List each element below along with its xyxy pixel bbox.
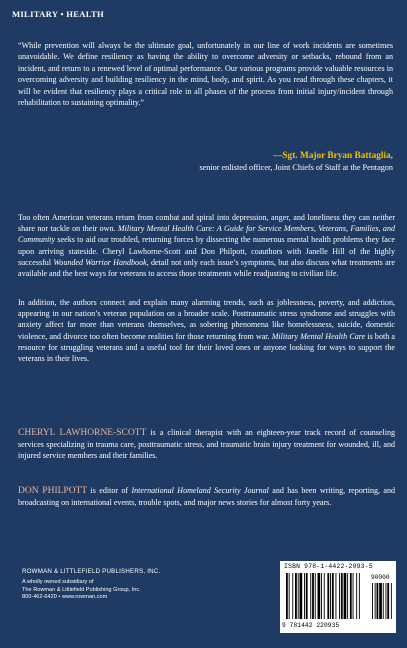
text-run: and has been writing, reporting, and broadcasting on international events, trouble spots, and major news stories for almost forty years. — [18, 486, 395, 508]
text-run: , detail not only each issue’s symptoms, but also discuss what treatments are available and the best ways for veterans to access those treatments while readjusting to civilian life. — [18, 257, 395, 279]
attribution-name: —Sgt. Major Bryan Battaglia, — [273, 151, 393, 161]
publisher-name: ROWMAN & LITTLEFIELD PUBLISHERS, INC. — [22, 568, 161, 575]
barcode-supplement: 90000 — [371, 574, 390, 581]
text-run: seeks to aid our troubled, returning forces by dissecting the numerous mental health problems they face upon arriving stateside. Cheryl Lawhorne-Scott and Don Philpott, coauthors with Janelle Hill of the highly successful — [18, 235, 395, 267]
journal-title: International Homeland Security Journal — [131, 486, 269, 495]
publisher-info — [22, 568, 160, 602]
book-title: Military Mental Health Care: A Guide for Service Members, Veterans, Families, and Community — [18, 224, 395, 245]
quote-attribution — [199, 150, 393, 174]
isbn-barcode — [280, 561, 396, 633]
author-name: CHERYL LAWHORNE-SCOTT — [18, 428, 147, 438]
barcode-digits: 9 781442 220935 — [282, 622, 340, 629]
text-run: is editor of — [87, 486, 132, 495]
author-name: DON PHILPOTT — [18, 486, 88, 496]
author-bio-lawhorne-scott — [18, 427, 395, 462]
description-paragraph-2 — [18, 297, 395, 364]
publisher-line: A wholly owned subsidiary of — [22, 578, 94, 585]
category-label: MILITARY • HEALTH — [12, 9, 105, 19]
description-paragraph-1 — [18, 212, 395, 279]
publisher-line: The Rowman & Littlefield Publishing Group, Inc. — [22, 586, 141, 593]
isbn-label: ISBN 978-1-4422-2093-5 — [284, 563, 373, 570]
attribution-title: senior enlisted officer, Joint Chiefs of Staff at the Pentagon — [199, 163, 393, 172]
text-run: Too often American veterans return from combat and spiral into depression, anger, and loneliness they can neither share nor tackle on their own. — [18, 213, 395, 234]
related-book-title: Wounded Warrior Handbook — [53, 257, 147, 267]
text-run: In addition, the authors connect and explain many alarming trends, such as joblessness, poverty, and addiction, appearing in our nation’s veteran population on a broader scale. Posttraumatic stress syndrome and struggles with anxiety affect far more than veterans themselves, as sobering phenomena like homelessness, suicide, domestic violence, and divorce too often become realities for those returning from war. — [18, 298, 395, 341]
text-run: is a clinical therapist with an eighteen-year track record of counseling services specializing in trauma care, posttraumatic stress, and traumatic brain injury treatment for wounded, ill, and injured service members and their families. — [18, 428, 395, 461]
publisher-contact: 800-462-6420 • www.rowman.com — [22, 594, 108, 601]
author-bio-philpott — [18, 485, 395, 508]
text-run: is both a resource for struggling veterans and a useful tool for their loved ones or anyone looking for ways to support the veterans in their lives. — [18, 331, 395, 364]
endorsement-quote: “While prevention will always be the ultimate goal, unfortunately in our line of work incidents are sometimes unavoidable. We define resiliency as having the ability to overcome adversity or setbacks, rebound from an incident, and return to a renewed level of optimal performance. Our various programs provide valuable resources in overcoming adversity and building resiliency in the mind, body, and spirit. As you read through these chapters, it will be evident that resiliency plays a critical role in all phases of the process from initial injury/incident through rehabilitation to sustaining optimality.” — [18, 41, 393, 108]
book-title: Military Mental Health Care — [271, 331, 366, 341]
